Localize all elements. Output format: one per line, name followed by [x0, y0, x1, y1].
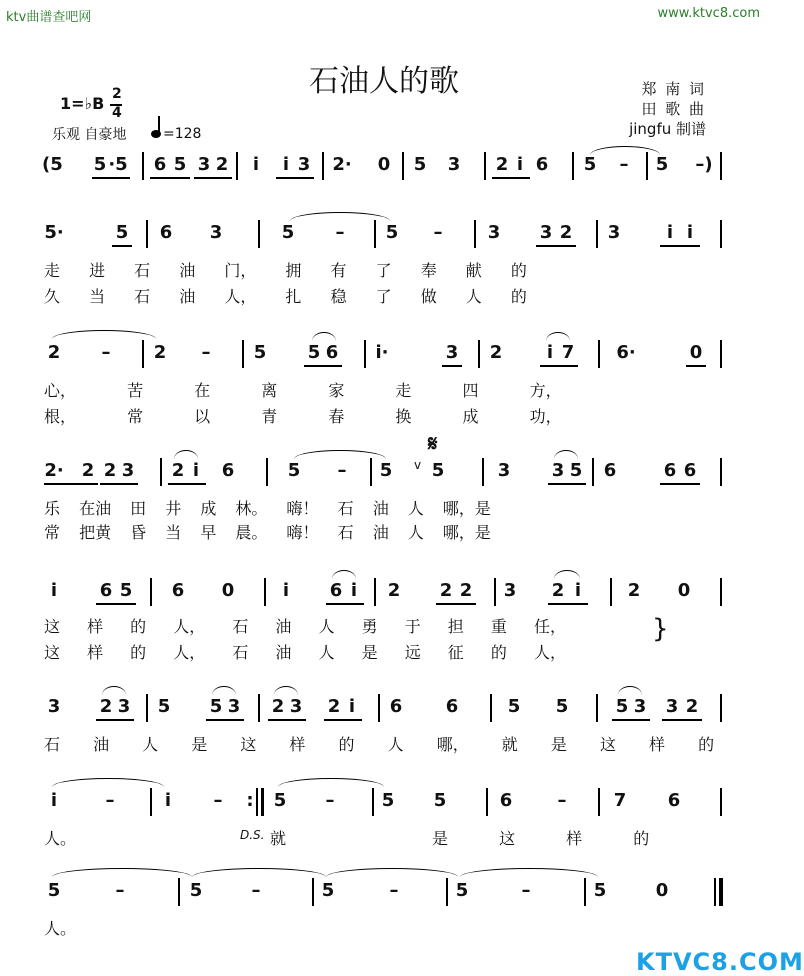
arranger-credit: jingfu 制谱	[629, 120, 706, 138]
lyric-line-7-b: 就	[270, 829, 287, 848]
time-sig-top: 2	[112, 86, 122, 102]
lyricist-credit: 郑 南 词	[641, 80, 706, 98]
lyric-line-8: 人。	[44, 919, 77, 938]
song-title: 石油人的歌	[309, 64, 459, 99]
composer-credit: 田 歌 曲	[641, 100, 706, 118]
watermark-bottom: KTVC8.COM	[636, 948, 804, 976]
lyric-line-7-c: 是 这 样 的	[432, 829, 650, 848]
tempo-mark: =128	[163, 126, 202, 142]
quarter-note-icon	[151, 130, 161, 138]
lyric-line-5-verse-2: 这 样 的 人， 石 油 人 是 远 征 的 人，	[44, 643, 566, 662]
segno-sign: 𝄋	[428, 432, 438, 457]
watermark-top-left: ktv曲谱查吧网	[6, 10, 92, 25]
verse-brace: }	[652, 614, 669, 644]
lyric-line-3-verse-1: 心， 苦 在 离 家 走 四 方，	[44, 381, 562, 400]
lyric-line-2-verse-1: 走 进 石 油 门， 拥 有 了 奉 献 的	[44, 261, 527, 280]
lyric-line-5-verse-1: 这 样 的 人， 石 油 人 勇 于 担 重 任，	[44, 617, 566, 636]
ds-marking: D.S.	[240, 828, 265, 842]
lyric-line-4-verse-2: 常 把黄 昏 当 早 晨。 嗨！ 石 油 人 哪，是	[44, 523, 491, 542]
time-sig-bottom: 4	[112, 105, 122, 121]
lyric-line-3-verse-2: 根， 常 以 青 春 换 成 功，	[44, 407, 562, 426]
expression-mark: 乐观 自豪地	[52, 127, 127, 143]
lyric-line-2-verse-2: 久 当 石 油 人， 扎 稳 了 做 人 的	[44, 287, 527, 306]
lyric-line-7-a: 人。	[44, 829, 77, 848]
watermark-top-right: www.ktvc8.com	[657, 6, 760, 21]
key-signature: 1=♭B	[60, 94, 105, 113]
lyric-line-6: 石 油 人 是 这 样 的 人 哪， 就 是 这 样 的	[44, 735, 715, 754]
lyric-line-4-verse-1: 乐 在油 田 井 成 林。 嗨！ 石 油 人 哪，是	[44, 499, 491, 518]
